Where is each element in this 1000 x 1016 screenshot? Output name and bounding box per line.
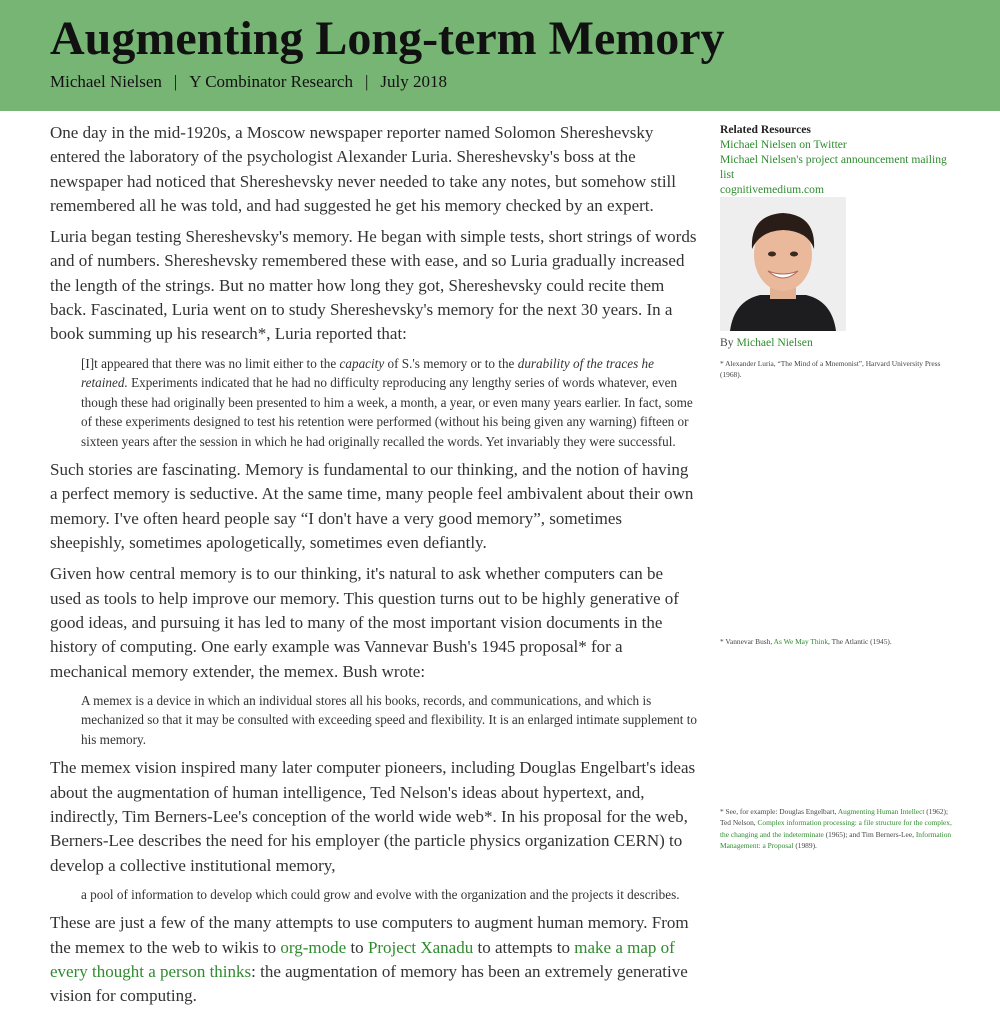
quote-emphasis: capacity [339,355,385,371]
quote-text: of S.'s memory or to the [384,355,518,371]
augmenting-human-intellect-link[interactable]: Augmenting Human Intellect [837,807,925,816]
quote-berners-lee: a pool of information to develop which could grow and evolve with the organization and the projects it describes. [81,886,680,902]
paragraph-1: One day in the mid-1920s, a Moscow newspaper reporter named Solomon Shereshevsky entered the laboratory of the psychologist Alexander Luria. Shereshevsky's boss at the newspaper had noticed that Shereshevsky never needed to take any notes, but somehow still remembered all he was told, and had suggested he get his memory checked by an expert. [50,123,676,215]
footnote-text: (1962); Ted Nelson, [720,807,949,828]
paragraph-3: Such stories are fascinating. Memory is fundamental to our thinking, and the notion of having a perfect memory is seductive. At the same time, many people feel ambivalent about their own memory. I've often heard people say “I don't have a very good memory”, sometimes sheepishly, sometimes apologetically, sometimes even defiantly. [50,460,694,553]
footnote-luria: * Alexander Luria, “The Mind of a Mnemonist”, Harvard University Press (1968). [720,359,941,380]
footnote-text: (1965); and Tim Berners-Lee, [823,829,916,839]
paragraph-5: The memex vision inspired many later computer pioneers, including Douglas Engelbart's ideas about the augmentation of human intelligence, Ted Nelson's ideas about hypertext, and, indirectly, Tim Berners-Lee's conception of the world wide web*. In his proposal for the web, Berners-Lee describes the need for his employer (the particle physics organization CERN) to develop a collective institutional memory, [50,758,696,875]
as-we-may-think-link[interactable]: As We May Think [773,637,829,646]
author-portrait-icon [720,197,846,331]
footnote-text: , The Atlantic (1945). [828,637,892,646]
author-name: Michael Nielsen [50,72,162,91]
paragraph-4: Given how central memory is to our thinking, it's natural to ask whether computers can be used as tools to help improve our memory. This question turns out to be highly generative of good ideas, and pursuing it has led to many of the most important vision documents in the history of computing. One early example was Vannevar Bush's 1945 proposal* for a mechanical memory extender, the memex. Bush wrote: [50,564,679,681]
org-mode-link[interactable]: org-mode [280,937,347,957]
byline-separator: | [173,72,178,91]
paragraph-6 [50,911,698,1008]
quote-bush: A memex is a device in which an individual stores all his books, records, and communications, and which is mechanized so that it may be consulted with exceeding speed and flexibility. It is an enlarged intimate supplement to his memory. [81,692,697,747]
byline-separator: | [364,72,369,91]
footnote-web [720,806,960,852]
paragraph-2: Luria began testing Shereshevsky's memory. He began with simple tests, short strings of words and of numbers. Shereshevsky remembered these with ease, and so Luria gradually increased the length of the strings. But no matter how long they got, Shereshevsky could recite them back. Fascinated, Luria went on to study Shereshevsky's memory for the next 30 years. In a book summing up his research*, Luria reported that: [50,227,697,344]
cognitivemedium-link[interactable]: cognitivemedium.com [720,183,824,196]
paragraph-text: to attempts to [473,937,575,957]
footnote-text: * See, for example: Douglas Engelbart, [720,807,838,816]
paragraph-text: : the augmentation of memory has been an extremely generative vision for computing. [50,961,688,1006]
credit-prefix: By [720,336,737,349]
footnote-bush [720,636,960,647]
footnote-text: (1989). [793,841,817,851]
twitter-link[interactable]: Michael Nielsen on Twitter [720,138,847,151]
page-title: Augmenting Long-term Memory [50,12,725,65]
project-xanadu-link[interactable]: Project Xanadu [367,937,474,957]
author-photo [720,197,846,331]
organization: Y Combinator Research [189,72,353,91]
mailing-list-link[interactable]: Michael Nielsen's project announcement mailing list [720,153,947,181]
information-management-link[interactable]: Information Management: a Proposal [720,829,952,851]
quote-luria [81,354,698,452]
page-header [0,0,1000,111]
byline [50,72,447,92]
paragraph-text: to [346,937,368,957]
paragraph-text: These are just a few of the many attempts to use computers to augment human memory. From the memex to the web to wikis to [50,913,689,957]
complex-information-processing-link[interactable]: Complex information processing: a file structure for the complex, the changing and the indeterminate [720,818,952,839]
sidebar [720,122,960,350]
related-resources-heading: Related Resources [720,123,811,136]
quote-text: Experiments indicated that he had no difficulty reproducing any lengthy series of words whatever, even though these had originally been presented to him a week, a month, a year, or even many years earlier. In fact, some of these experiments designed to test his retention were performed (without his being given any warning) fifteen or sixteen years after the session in which he had originally recalled the words. Yet invariably they were successful. [81,375,693,449]
article-body [50,121,698,1016]
author-credit [720,335,960,350]
footnote-text: * Vannevar Bush, [720,637,774,646]
thought-map-link[interactable]: make a map of every thought a person thinks [50,937,675,981]
quote-emphasis: durability of the traces he retained. [81,355,654,391]
quote-text: [I]t appeared that there was no limit either to the [81,355,340,371]
publish-date: July 2018 [380,72,447,91]
author-link[interactable]: Michael Nielsen [736,336,813,349]
